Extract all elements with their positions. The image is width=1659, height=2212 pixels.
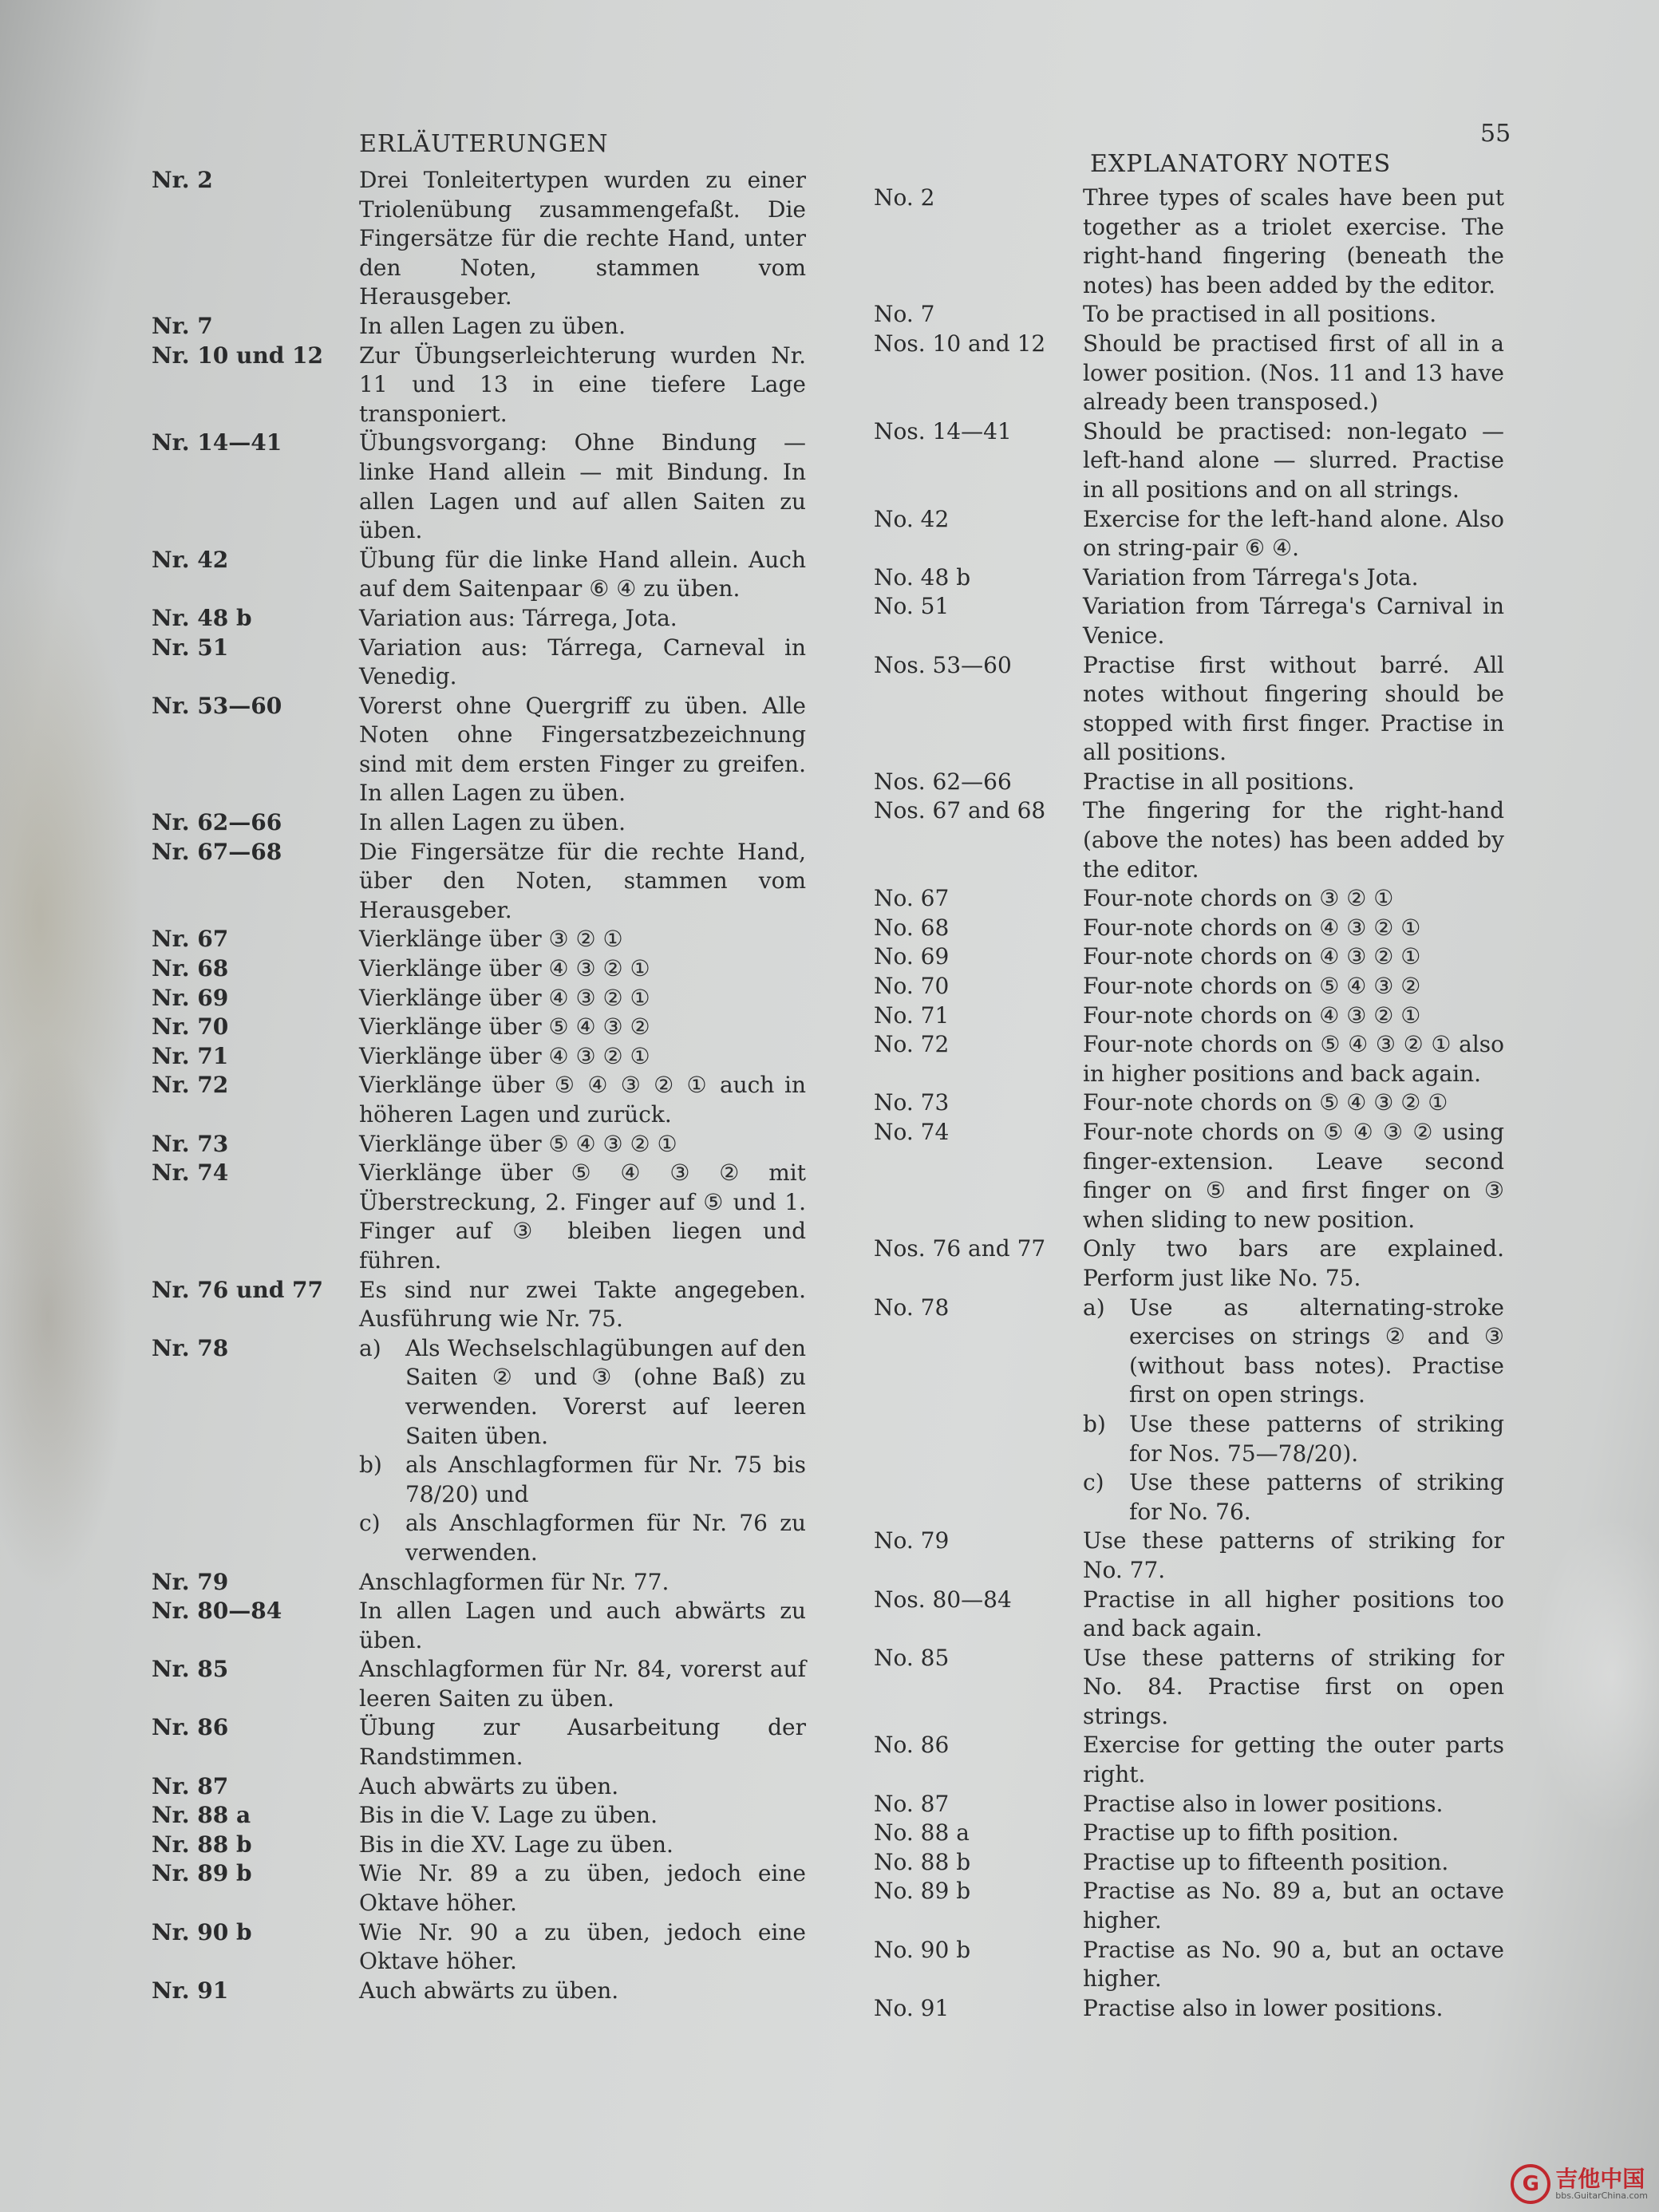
german-notes-column <box>152 166 806 2005</box>
note-entry <box>874 972 1512 1001</box>
entry-number: No. 48 b <box>874 563 971 591</box>
note-entry <box>874 1527 1512 1585</box>
entry-text: Variation from Tárrega's Jota. <box>1083 563 1419 591</box>
note-entry <box>874 1586 1512 1644</box>
entry-text: Practise also in lower positions. <box>1083 1994 1444 2021</box>
entry-number: No. 7 <box>874 301 935 328</box>
entry-number: Nr. 51 <box>152 634 229 661</box>
sub-item-text: Use as alternating-stroke exercises on strings ② and ③ (without bass notes). Practise first on open strings. <box>1129 1294 1504 1408</box>
note-entry <box>874 651 1512 768</box>
entry-number: Nos. 62—66 <box>874 768 1012 795</box>
entry-number: No. 42 <box>874 505 950 532</box>
entry-text: Practise first without barré. All notes without fingering should be stopped with first finger. Practise in all positions. <box>1083 651 1504 766</box>
entry-text: Vierklänge über ④ ③ ② ① <box>359 955 650 982</box>
note-entry <box>874 1001 1512 1031</box>
entry-number: Nr. 70 <box>152 1013 229 1041</box>
note-entry <box>152 925 806 954</box>
entry-text: Four-note chords on ⑤ ④ ③ ② using finger-extension. Leave second finger on ⑤ and first finger on ③ when sliding to new position. <box>1083 1119 1504 1233</box>
entry-text: Should be practised: non-legato — left-hand alone — slurred. Practise in all positions and on all strings. <box>1083 417 1504 503</box>
note-entry <box>152 954 806 984</box>
entry-text: Anschlagformen für Nr. 77. <box>359 1568 670 1595</box>
entry-text: Wie Nr. 90 a zu üben, jedoch eine Oktave höher. <box>359 1918 806 1975</box>
sub-item <box>359 1451 806 1509</box>
note-entry <box>874 417 1512 505</box>
entry-text: Vierklänge über ④ ③ ② ① <box>359 984 650 1011</box>
sub-item-text: als Anschlagformen für Nr. 76 zu verwenden. <box>405 1510 806 1566</box>
note-entry <box>152 1713 806 1772</box>
note-entry <box>874 184 1512 300</box>
entry-text: Vierklänge über ⑤ ④ ③ ② <box>359 1013 650 1041</box>
note-entry <box>152 1568 806 1598</box>
entry-number: No. 87 <box>874 1790 950 1817</box>
note-entry <box>874 914 1512 943</box>
entry-number: Nos. 14—41 <box>874 417 1012 444</box>
entry-number: Nr. 68 <box>152 955 229 982</box>
entry-number: Nos. 76 and 77 <box>874 1235 1046 1262</box>
entry-number: Nr. 67 <box>152 926 229 953</box>
entry-text <box>359 1334 806 1568</box>
entry-text: Four-note chords on ④ ③ ② ① <box>1083 1001 1421 1029</box>
note-entry <box>874 1644 1512 1732</box>
note-entry <box>152 1918 806 1977</box>
entry-number: No. 79 <box>874 1527 950 1554</box>
note-entry <box>152 166 806 312</box>
entry-text: Vierklänge über ③ ② ① <box>359 926 623 953</box>
entry-text: In allen Lagen und auch abwärts zu üben. <box>359 1598 806 1653</box>
sub-item-text: Als Wechselschlagübungen auf den Saiten ② und ③ (ohne Baß) zu verwenden. Vorerst auf leeren Saiten üben. <box>405 1334 806 1449</box>
note-entry <box>152 1977 806 2006</box>
entry-text: Bis in die V. Lage zu üben. <box>359 1802 658 1829</box>
entry-number: No. 89 b <box>874 1878 971 1905</box>
note-entry <box>874 796 1512 884</box>
entry-text: Three types of scales have been put together as a triolet exercise. The right-hand fingering (beneath the notes) has been added by the editor. <box>1083 184 1504 298</box>
entry-number: Nr. 62—66 <box>152 809 282 836</box>
sub-item-label: a) <box>359 1334 381 1361</box>
entry-text: Übungsvorgang: Ohne Bindung — linke Hand allein — mit Bindung. In allen Lagen und auf allen Saiten zu üben. <box>359 429 806 544</box>
entry-text: Practise as No. 90 a, but an octave higher. <box>1083 1936 1504 1993</box>
entry-text: The fingering for the right-hand (above the notes) has been added by the editor. <box>1083 797 1504 883</box>
entry-number: Nos. 67 and 68 <box>874 797 1046 824</box>
sub-item <box>1083 1294 1504 1410</box>
sub-item-label: b) <box>1083 1410 1106 1437</box>
entry-text: Es sind nur zwei Takte angegeben. Ausführung wie Nr. 75. <box>359 1276 806 1333</box>
entry-number: Nr. 69 <box>152 984 229 1011</box>
sub-item-label: c) <box>359 1510 381 1537</box>
entry-number: Nos. 10 and 12 <box>874 330 1046 357</box>
watermark <box>1511 2164 1648 2204</box>
entry-number: Nr. 73 <box>152 1130 229 1157</box>
entry-number: No. 88 a <box>874 1819 970 1847</box>
entry-text: Übung zur Ausarbeitung der Randstimmen. <box>359 1714 806 1771</box>
entry-number: Nr. 42 <box>152 546 229 573</box>
note-entry <box>874 1819 1512 1848</box>
entry-number: No. 90 b <box>874 1936 971 1963</box>
entry-text: Zur Übungserleichterung wurden Nr. 11 und 13 in eine tiefere Lage transponiert. <box>359 342 806 427</box>
watermark-url: bbs.GuitarChina.com <box>1555 2190 1648 2201</box>
entry-number: No. 72 <box>874 1031 950 1058</box>
entry-number: No. 2 <box>874 184 935 211</box>
note-entry <box>152 808 806 838</box>
entry-text: Auch abwärts zu üben. <box>359 1977 619 2004</box>
entry-text: Übung für die linke Hand allein. Auch auf dem Saitenpaar ⑥ ④ zu üben. <box>359 546 806 602</box>
entry-text: Drei Tonleitertypen wurden zu einer Triolenübung zusammengefaßt. Die Fingersätze für die rechte Hand, unter den Noten, stammen vom Herausgeber. <box>359 167 806 310</box>
note-entry <box>152 1130 806 1159</box>
entry-text: Vorerst ohne Quergriff zu üben. Alle Noten ohne Fingersatzbezeichnung sind mit dem ersten Finger zu greifen. In allen Lagen zu üben. <box>359 692 806 807</box>
entry-number: Nr. 90 b <box>152 1918 252 1945</box>
entry-text: Four-note chords on ⑤ ④ ③ ② ① <box>1083 1089 1448 1116</box>
entry-text: Use these patterns of striking for No. 84. Practise first on open strings. <box>1083 1644 1504 1729</box>
entry-number: Nr. 74 <box>152 1159 229 1187</box>
note-entry <box>152 1334 806 1568</box>
note-entry <box>152 838 806 926</box>
entry-number: Nr. 7 <box>152 312 213 339</box>
note-entry <box>874 942 1512 972</box>
entry-text: Vierklänge über ⑤ ④ ③ ② mit Überstreckung, 2. Finger auf ⑤ und 1. Finger auf ③ bleiben liegen und führen. <box>359 1159 806 1274</box>
sub-item-text: Use these patterns of striking for No. 76. <box>1129 1469 1504 1525</box>
entry-number: Nos. 80—84 <box>874 1586 1012 1613</box>
sub-item <box>1083 1410 1504 1468</box>
entry-number: Nos. 53—60 <box>874 651 1012 678</box>
note-entry <box>152 1772 806 1802</box>
entry-text <box>1083 1294 1504 1527</box>
english-heading: EXPLANATORY NOTES <box>1090 150 1392 178</box>
entry-number: Nr. 71 <box>152 1042 229 1069</box>
sub-item-text: Use these patterns of striking for Nos. 75—78/20). <box>1129 1410 1504 1467</box>
entry-number: No. 88 b <box>874 1848 971 1875</box>
entry-text: Bis in die XV. Lage zu üben. <box>359 1831 673 1858</box>
note-entry <box>874 592 1512 650</box>
entry-text: In allen Lagen zu üben. <box>359 809 626 836</box>
entry-number: Nr. 88 a <box>152 1802 251 1829</box>
sub-item-text: als Anschlagformen für Nr. 75 bis 78/20) und <box>405 1452 806 1507</box>
entry-number: No. 74 <box>874 1119 950 1145</box>
entry-number: No. 67 <box>874 885 950 912</box>
note-entry <box>152 312 806 342</box>
entry-text: Exercise for getting the outer parts right. <box>1083 1732 1504 1788</box>
entry-text: In allen Lagen zu üben. <box>359 312 626 339</box>
entry-text: Practise in all positions. <box>1083 768 1355 795</box>
note-entry <box>874 1731 1512 1789</box>
entry-number: Nr. 80—84 <box>152 1598 282 1625</box>
note-entry <box>152 692 806 808</box>
entry-text: Variation aus: Tárrega, Jota. <box>359 604 677 631</box>
sub-item <box>1083 1468 1504 1527</box>
entry-number: Nr. 78 <box>152 1334 229 1361</box>
note-entry <box>874 1994 1512 2024</box>
entry-text: Variation from Tárrega's Carnival in Venice. <box>1083 593 1504 649</box>
note-entry <box>874 300 1512 330</box>
note-entry <box>874 330 1512 417</box>
note-entry <box>152 1801 806 1831</box>
sub-item <box>359 1334 806 1451</box>
entry-text: Use these patterns of striking for No. 77. <box>1083 1527 1504 1583</box>
note-entry <box>152 984 806 1013</box>
entry-number: No. 85 <box>874 1644 950 1671</box>
entry-number: Nr. 72 <box>152 1072 229 1099</box>
entry-number: No. 68 <box>874 914 950 941</box>
note-entry <box>152 1597 806 1655</box>
entry-number: Nr. 85 <box>152 1656 229 1683</box>
entry-text: Vierklänge über ④ ③ ② ① <box>359 1042 650 1069</box>
note-entry <box>152 1831 806 1860</box>
entry-number: No. 78 <box>874 1294 950 1321</box>
entry-number: No. 86 <box>874 1732 950 1759</box>
note-entry <box>874 1936 1512 1994</box>
sub-item-label: a) <box>1083 1294 1105 1321</box>
entry-text: Anschlagformen für Nr. 84, vorerst auf leeren Saiten zu üben. <box>359 1656 806 1712</box>
entry-number: No. 73 <box>874 1089 950 1116</box>
entry-text: Four-note chords on ④ ③ ② ① <box>1083 943 1421 970</box>
note-entry <box>874 1294 1512 1527</box>
english-notes-column <box>874 184 1512 2023</box>
note-entry <box>874 884 1512 914</box>
guitarchina-logo-icon: G <box>1511 2164 1550 2204</box>
note-entry <box>152 1159 806 1275</box>
entry-number: Nr. 89 b <box>152 1860 252 1887</box>
note-entry <box>874 1790 1512 1819</box>
entry-number: Nr. 67—68 <box>152 838 282 865</box>
note-entry <box>152 1013 806 1042</box>
entry-number: Nr. 53—60 <box>152 692 282 719</box>
entry-text: Die Fingersätze für die rechte Hand, über den Noten, stammen vom Herausgeber. <box>359 838 806 923</box>
entry-text: Practise as No. 89 a, but an octave higher. <box>1083 1878 1504 1934</box>
note-entry <box>152 1042 806 1072</box>
entry-number: Nr. 79 <box>152 1568 229 1595</box>
entry-text: Variation aus: Tárrega, Carneval in Venedig. <box>359 634 806 690</box>
entry-number: No. 91 <box>874 1994 950 2021</box>
entry-text: Four-note chords on ④ ③ ② ① <box>1083 914 1421 941</box>
entry-text: Practise in all higher positions too and back again. <box>1083 1586 1504 1642</box>
note-entry <box>152 1071 806 1129</box>
sub-item-label: c) <box>1083 1469 1104 1496</box>
entry-number: Nr. 87 <box>152 1772 229 1799</box>
entry-number: No. 71 <box>874 1001 950 1029</box>
note-entry <box>152 1859 806 1918</box>
note-entry <box>152 1276 806 1334</box>
sub-item-label: b) <box>359 1452 382 1479</box>
note-entry <box>874 563 1512 593</box>
entry-number: Nr. 14—41 <box>152 429 282 456</box>
note-entry <box>874 1088 1512 1118</box>
entry-text: Four-note chords on ③ ② ① <box>1083 885 1394 912</box>
entry-text: Four-note chords on ⑤ ④ ③ ② ① also in higher positions and back again. <box>1083 1031 1504 1087</box>
page-number: 55 <box>1480 120 1511 148</box>
entry-text: Wie Nr. 89 a zu üben, jedoch eine Oktave höher. <box>359 1860 806 1917</box>
note-entry <box>874 1848 1512 1878</box>
entry-text: Should be practised first of all in a lower position. (Nos. 11 and 13 have already been transposed.) <box>1083 330 1504 416</box>
note-entry <box>874 1234 1512 1293</box>
note-entry <box>874 1877 1512 1935</box>
note-entry <box>874 505 1512 563</box>
entry-number: No. 51 <box>874 593 950 620</box>
entry-number: No. 70 <box>874 973 950 1000</box>
entry-number: Nr. 10 und 12 <box>152 342 323 369</box>
entry-text: Practise up to fifteenth position. <box>1083 1848 1449 1875</box>
entry-text: Auch abwärts zu üben. <box>359 1772 619 1799</box>
note-entry <box>874 768 1512 797</box>
entry-number: Nr. 2 <box>152 167 213 193</box>
entry-text: Exercise for the left-hand alone. Also on string-pair ⑥ ④. <box>1083 505 1504 562</box>
note-entry <box>152 1655 806 1713</box>
entry-number: Nr. 76 und 77 <box>152 1276 323 1303</box>
german-heading: ERLÄUTERUNGEN <box>359 130 609 158</box>
note-entry <box>152 604 806 634</box>
paper-stain <box>1532 1516 1659 1835</box>
entry-number: Nr. 48 b <box>152 604 252 631</box>
entry-number: Nr. 91 <box>152 1977 229 2004</box>
note-entry <box>152 634 806 692</box>
entry-number: Nr. 88 b <box>152 1831 252 1858</box>
sub-item <box>359 1509 806 1567</box>
note-entry <box>152 342 806 429</box>
watermark-text: 吉他中国 <box>1555 2165 1645 2192</box>
note-entry <box>152 429 806 545</box>
entry-text: To be practised in all positions. <box>1083 301 1437 328</box>
note-entry <box>874 1030 1512 1088</box>
entry-number: Nr. 86 <box>152 1714 229 1741</box>
note-entry <box>874 1118 1512 1234</box>
entry-number: No. 69 <box>874 943 950 970</box>
entry-text: Vierklänge über ⑤ ④ ③ ② ① auch in höheren Lagen und zurück. <box>359 1072 806 1128</box>
entry-text: Four-note chords on ⑤ ④ ③ ② <box>1083 973 1421 1000</box>
entry-text: Vierklänge über ⑤ ④ ③ ② ① <box>359 1130 677 1157</box>
entry-text: Practise also in lower positions. <box>1083 1790 1444 1817</box>
note-entry <box>152 546 806 604</box>
entry-text: Practise up to fifth position. <box>1083 1819 1399 1847</box>
entry-text: Only two bars are explained. Perform just like No. 75. <box>1083 1235 1504 1291</box>
